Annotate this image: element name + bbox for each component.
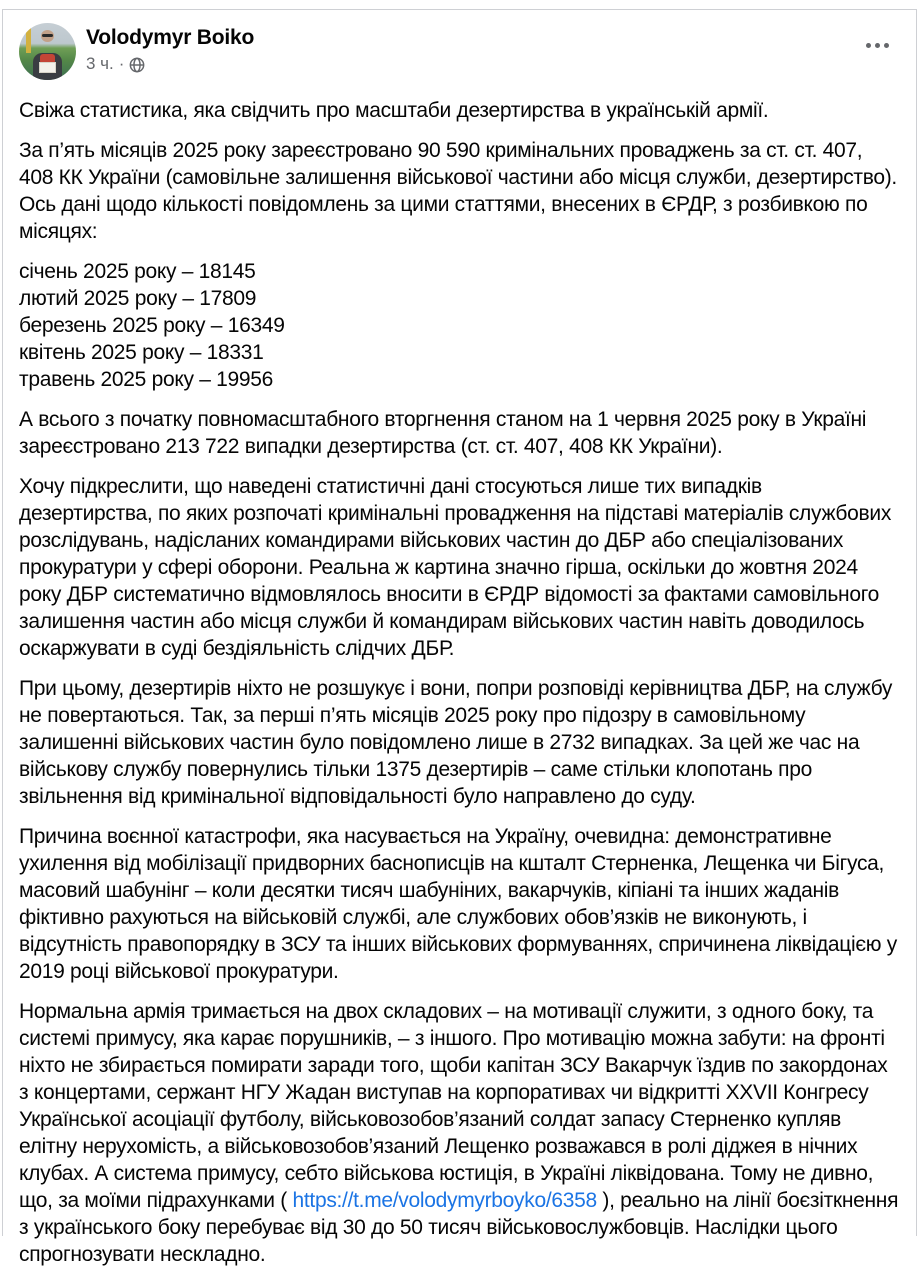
post-meta — [86, 54, 254, 74]
month-stat-line: березень 2025 року – 16349 — [19, 312, 900, 339]
telegram-link[interactable]: https://t.me/volodymyrboyko/6358 — [293, 1189, 597, 1212]
header-text — [86, 23, 254, 74]
paragraph-conclusion — [19, 998, 900, 1268]
month-stat-line: квітень 2025 року – 18331 — [19, 339, 900, 366]
month-stat-line: січень 2025 року – 18145 — [19, 258, 900, 285]
avatar-photo-paper — [39, 62, 56, 73]
post-card — [2, 9, 917, 1236]
dot-separator: · — [119, 54, 125, 74]
paragraph-causes: Причина воєнної катастрофи, яка насувається на Україну, очевидна: демонстративне ухилення від мобілізації придворних баснописців на кшталт Стерненка, Лещенка чи Бігуса, масовий шабунінг – коли десятки тисяч шабуніних, вакарчуків, кіпіані та інших жаданів фіктивно рахуються на військовій службі, але службових обов’язків не виконують, і відсутність правопорядку в ЗСУ та інших військових формуваннях, спричинена ліквідацією у 2019 році військової прокуратури. — [19, 823, 900, 985]
more-options-button[interactable] — [862, 35, 893, 56]
post-body — [19, 97, 900, 1268]
conclusion-text-after-link: ), реально на лінії боєзіткнення з українського боку перебуває від 30 до 50 тисяч військовослужбовців. Наслідки цього спрогнозувати нескладно. — [19, 1189, 898, 1266]
ellipsis-icon — [875, 43, 880, 48]
avatar[interactable] — [19, 23, 76, 80]
paragraph-no-search: При цьому, дезертирів ніхто не розшукує і вони, попри розповіді керівництва ДБР, на службу не повертаються. Так, за перші п’ять місяців 2025 року про підозру в самовільному залишенні військових частин було повідомлено лише в 2732 випадках. За цей же час на військову службу повернулись тільки 1375 дезертирів – саме стільки клопотань про звільнення від кримінальної відповідальності було направлено до суду. — [19, 675, 900, 810]
month-stat-line: травень 2025 року – 19956 — [19, 366, 900, 393]
post-header — [19, 23, 900, 80]
ellipsis-icon — [866, 43, 871, 48]
timestamp[interactable]: 3 ч. — [86, 54, 114, 74]
paragraph-total: А всього з початку повномасштабного вторгнення станом на 1 червня 2025 року в Україні зареєстровано 213 722 випадки дезертирства (ст. ст. 407, 408 КК України). — [19, 406, 900, 460]
monthly-stats-list — [19, 258, 900, 393]
month-stat-line: лютий 2025 року – 17809 — [19, 285, 900, 312]
paragraph-stats-overview: За п’ять місяців 2025 року зареєстровано 90 590 кримінальних проваджень за ст. ст. 407, 408 КК України (самовільне залишення військової частини або місця служби, дезертирство). Ось дані щодо кількості повідомлень за цими статтями, внесених в ЄРДР, з розбивкою по місяцях: — [19, 137, 900, 245]
globe-icon — [129, 57, 145, 73]
ellipsis-icon — [884, 43, 889, 48]
paragraph-clarification: Хочу підкреслити, що наведені статистичні дані стосуються лише тих випадків дезертирства, по яких розпочаті кримінальні провадження на підставі матеріалів службових розслідувань, надісланих командирами військових частин до ДБР або спеціалізованих прокуратури у сфері оборони. Реальна ж картина значно гірша, оскільки до жовтня 2024 року ДБР систематично відмовлялось вносити в ЄРДР відомості за фактами самовільного залишення частин або місця служби й командирам військових частин навіть доводилось оскаржувати в суді бездіяльність слідчих ДБР. — [19, 473, 900, 662]
author-name[interactable]: Volodymyr Boiko — [86, 25, 254, 51]
conclusion-text-before-link: Нормальна армія тримається на двох складових – на мотивації служити, з одного боку, та системі примусу, яка карає порушників, – з іншого. Про мотивацію можна забути: на фронті ніхто не збирається помирати заради того, щоби капітан ЗСУ Вакарчук їздив по закордонах з концертами, сержант НГУ Жадан виступав на корпоративах чи відкритті XXVII Конгресу Української асоціації футболу, військовозобов’язаний солдат запасу Стерненко купляв елітну нерухомість, а військовозобов’язаний Лещенко розважався в ролі діджея в нічних клубах. А система примусу, себто військова юстиція, в Україні ліквідована. Тому не дивно, що, за моїми підрахунками ( — [19, 1000, 887, 1212]
paragraph-intro: Свіжа статистика, яка свідчить про масштаби дезертирства в українській армії. — [19, 97, 900, 124]
avatar-photo-sunglasses — [42, 34, 53, 37]
avatar-photo-pole — [26, 25, 31, 53]
